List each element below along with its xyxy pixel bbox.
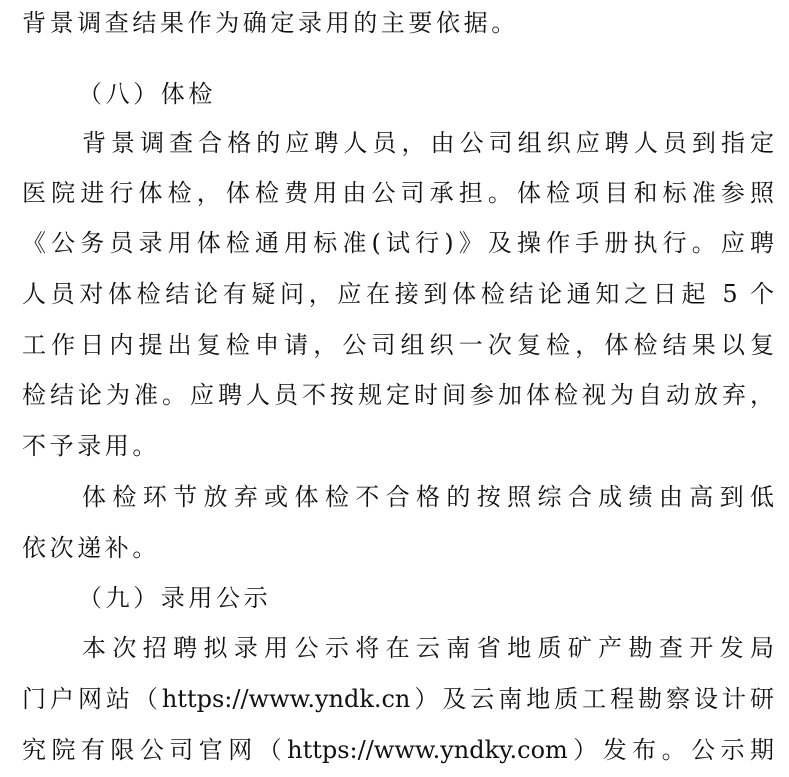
paragraph-line: 依次递补。 bbox=[22, 534, 160, 562]
paragraph-line: 本次招聘拟录用公示将在云南省地质矿产勘查开发局 bbox=[82, 634, 774, 662]
paragraph-line: 工作日内提出复检申请，公司组织一次复检，体检结果以复 bbox=[22, 331, 774, 359]
paragraph-line: 人员对体检结论有疑问，应在接到体检结论通知之日起 5 个 bbox=[22, 280, 774, 308]
paragraph-line: 门户网站（https://www.yndk.cn）及云南地质工程勘察设计研 bbox=[22, 685, 774, 713]
paragraph-line: 医院进行体检，体检费用由公司承担。体检项目和标准参照 bbox=[22, 179, 774, 207]
section-heading-eight: （八）体检 bbox=[78, 80, 216, 108]
section-heading-nine: （九）录用公示 bbox=[78, 584, 272, 612]
paragraph-line: 不予录用。 bbox=[22, 432, 160, 460]
paragraph-line: 究院有限公司官网（https://www.yndky.com）发布。公示期 bbox=[22, 736, 774, 764]
paragraph-line: 体检环节放弃或体检不合格的按照综合成绩由高到低 bbox=[82, 483, 774, 511]
paragraph-line: 背景调查合格的应聘人员，由公司组织应聘人员到指定 bbox=[82, 129, 774, 157]
paragraph-line: 《公务员录用体检通用标准(试行)》及操作手册执行。应聘 bbox=[22, 229, 774, 257]
paragraph-line: 检结论为准。应聘人员不按规定时间参加体检视为自动放弃， bbox=[22, 381, 774, 409]
paragraph-line: 背景调查结果作为确定录用的主要依据。 bbox=[22, 9, 519, 37]
